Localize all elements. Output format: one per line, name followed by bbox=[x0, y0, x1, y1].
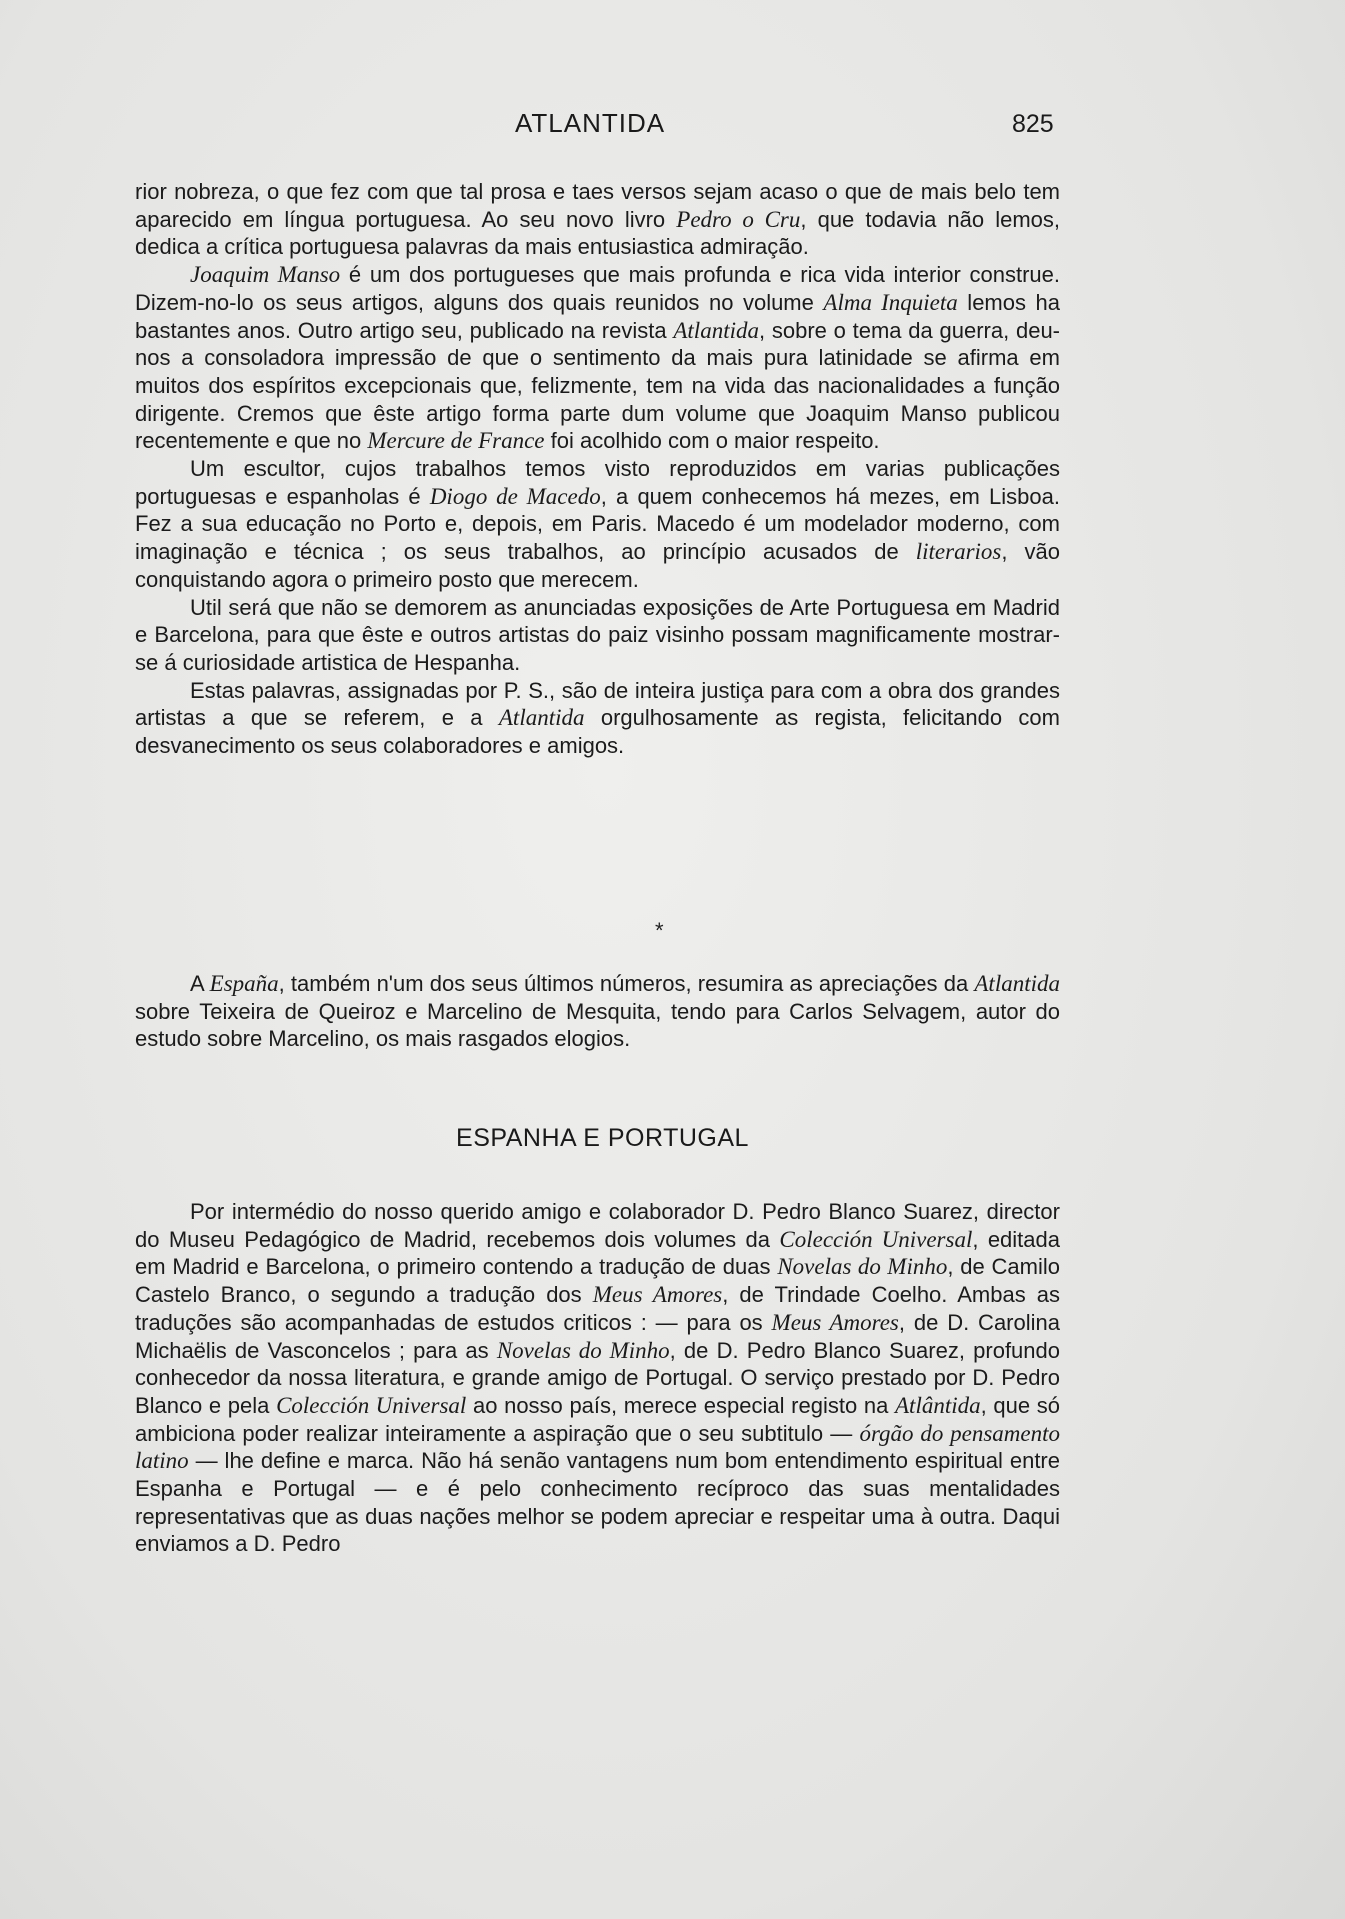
italic-title: Novelas do Minho bbox=[496, 1337, 670, 1363]
text-run: Util será que não se demorem as anunciadas exposições de Arte Portuguesa em Madrid e Barcelona, para que êste e outros artistas do paiz visinho possam magnificamente mostrar-se á curiosidade artistica de Hespanha. bbox=[135, 594, 1060, 675]
italic-title: Atlantida bbox=[498, 705, 585, 731]
paragraph-3 bbox=[135, 455, 1060, 594]
text-run: , a quem conhecemos há mezes, em Lisboa. Fez a sua educação no Porto e, depois, em Paris. Macedo é um modelador moderno, com imaginação e técnica ; os seus trabalhos, ao princípio acusados de bbox=[135, 483, 1060, 565]
text-run: , de D. Pedro Blanco Suarez, profundo conhecedor da nossa literatura, e grande amigo de Portugal. O serviço prestado por D. Pedro Blanco e pela bbox=[135, 1337, 1060, 1418]
italic-word: literarios bbox=[915, 539, 1002, 565]
text-run: orgulhosamente as regista, felicitando com desvanecimento os seus colaboradores e amigos. bbox=[135, 705, 1060, 759]
section-notes bbox=[135, 178, 1060, 760]
text-run: ao nosso país, merece especial registo na bbox=[466, 1392, 895, 1418]
italic-subtitle: órgão do pensamento latino bbox=[135, 1420, 1060, 1474]
text-run: , de Camilo Castelo Branco, o segundo a tradução dos bbox=[135, 1254, 1060, 1308]
text-run: sobre Teixeira de Queiroz e Marcelino de Mesquita, tendo para Carlos Selvagem, autor do estudo sobre Marcelino, os mais rasgados elogios. bbox=[135, 998, 1060, 1052]
text-run: , editada em Madrid e Barcelona, o primeiro contendo a tradução de duas bbox=[135, 1226, 1060, 1280]
paragraph-5 bbox=[135, 677, 1060, 760]
text-run: — lhe define e marca. Não há senão vantagens num bom entendimento espiritual entre Espanha e Portugal — e é pelo conhecimento recíproco das suas mentalidades representativas que as duas nações melhor se podem apreciar e respeitar uma à outra. Daqui enviamos a D. Pedro bbox=[135, 1448, 1060, 1557]
text-run: , que todavia não lemos, dedica a crítica portuguesa palavras da mais entusiastica admiração. bbox=[135, 206, 1060, 260]
paragraph-6 bbox=[135, 970, 1060, 1053]
section-espana-note bbox=[135, 970, 1060, 1053]
text-run: , de D. Carolina Michaëlis de Vasconcelos ; para as bbox=[135, 1309, 1060, 1363]
italic-title: Colección Universal bbox=[276, 1392, 467, 1418]
text-run: Estas palavras, assignadas por P. S., são de inteira justiça para com a obra dos grandes artistas a que se referem, e a bbox=[135, 677, 1060, 731]
text-run: rior nobreza, o que fez com que tal prosa e taes versos sejam acaso o que de mais belo tem aparecido em língua portuguesa. Ao seu novo livro bbox=[135, 179, 1060, 232]
italic-title: Novelas do Minho bbox=[777, 1254, 948, 1280]
italic-title: Colección Universal bbox=[779, 1226, 973, 1252]
section-espanha-portugal bbox=[135, 1198, 1060, 1558]
italic-title: Atlântida bbox=[895, 1392, 981, 1418]
text-run: lemos ha bastantes anos. Outro artigo seu, publicado na revista bbox=[135, 289, 1060, 343]
italic-title: Mercure de France bbox=[367, 428, 545, 454]
paragraph-2 bbox=[135, 261, 1060, 455]
paragraph-7 bbox=[135, 1198, 1060, 1558]
text-run: Por intermédio do nosso querido amigo e colaborador D. Pedro Blanco Suarez, director do Museu Pedagógico de Madrid, recebemos dois volumes da bbox=[135, 1199, 1060, 1252]
text-run: foi acolhido com o maior respeito. bbox=[544, 428, 880, 454]
page-number: 825 bbox=[1012, 110, 1054, 138]
text-run: Um escultor, cujos trabalhos temos visto reproduzidos em varias publicações portuguesas e espanholas é bbox=[135, 456, 1060, 509]
italic-title: Meus Amores bbox=[771, 1309, 899, 1335]
italic-title: Pedro o Cru bbox=[676, 206, 801, 232]
italic-title: Atlantida bbox=[673, 317, 759, 343]
text-run: é um dos portugueses que mais profunda e rica vida interior construe. Dizem-no-lo os seus artigos, alguns dos quais reunidos no volume bbox=[135, 262, 1060, 315]
italic-title: Atlantida bbox=[974, 971, 1060, 996]
text-run: , sobre o tema da guerra, deu-nos a consoladora impressão de que o sentimento da mais pura latinidade se afirma em muitos dos espíritos excepcionais que, felizmente, tem na vida das nacionalidades a função dirigente. Cremos que êste artigo forma parte dum volume que Joaquim Manso publicou recentemente e que no bbox=[135, 317, 1061, 454]
section-heading: ESPANHA E PORTUGAL bbox=[456, 1124, 749, 1152]
journal-title: ATLANTIDA bbox=[515, 108, 666, 138]
italic-title: Alma Inquieta bbox=[823, 289, 958, 315]
paragraph-1 bbox=[135, 178, 1060, 261]
italic-name: Joaquim Manso bbox=[190, 262, 341, 288]
running-header bbox=[0, 108, 1345, 144]
text-run: A bbox=[190, 971, 210, 996]
text-run: , de Trindade Coelho. Ambas as traduções são acompanhadas de estudos criticos : — para os bbox=[135, 1282, 1060, 1335]
text-run: , vão conquistando agora o primeiro posto que merecem. bbox=[135, 539, 1060, 592]
text-run: , também n'um dos seus últimos números, resumira as apreciações da bbox=[278, 971, 975, 996]
italic-title: Meus Amores bbox=[592, 1282, 723, 1308]
italic-name: Diogo de Macedo bbox=[429, 483, 601, 509]
section-ornament: * bbox=[655, 918, 664, 943]
italic-title: España bbox=[209, 971, 279, 996]
paragraph-4 bbox=[135, 594, 1060, 677]
text-run: , que só ambiciona poder realizar inteiramente a aspiração que o seu subtitulo — bbox=[135, 1392, 1060, 1446]
